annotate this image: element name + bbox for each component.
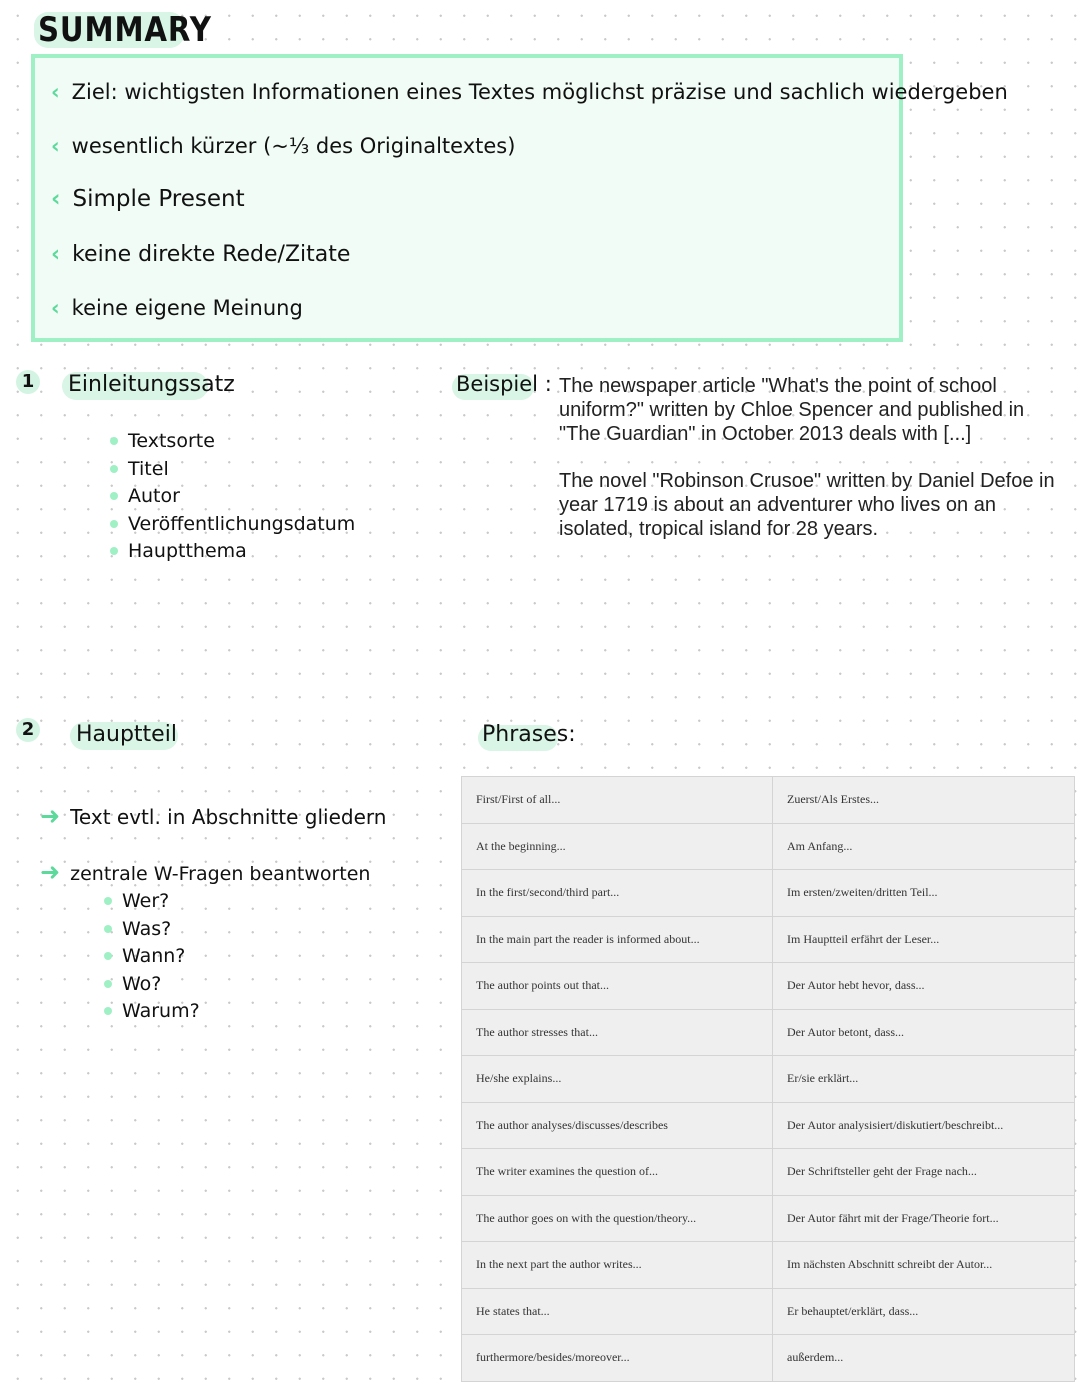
table-cell-en: furthermore/besides/moreover... xyxy=(462,1335,773,1382)
page-title: SUMMARY xyxy=(38,10,212,50)
table-cell-de: Am Anfang... xyxy=(773,823,1075,870)
w-questions-list xyxy=(104,888,200,1026)
list-item: Wo? xyxy=(104,971,200,999)
table-cell-en: In the next part the author writes... xyxy=(462,1242,773,1289)
example-label: Beispiel : xyxy=(456,372,552,396)
table-row xyxy=(462,870,1075,917)
example-1: The newspaper article "What's the point of school uniform?" written by Chloe Spencer and published in "The Guardian" in October 2013 deals with [...] xyxy=(559,375,1025,445)
table-cell-de: Er/sie erklärt... xyxy=(773,1056,1075,1103)
table-cell-en: In the first/second/third part... xyxy=(462,870,773,917)
list-item: Textsorte xyxy=(110,428,355,456)
list-item: Warum? xyxy=(104,998,200,1026)
table-cell-en: At the beginning... xyxy=(462,823,773,870)
arrow-right-icon: ➜ xyxy=(40,858,61,886)
table-cell-de: Der Autor hebt hevor, dass... xyxy=(773,963,1075,1010)
table-cell-en: He/she explains... xyxy=(462,1056,773,1103)
intro-elements-list xyxy=(110,428,355,566)
table-row xyxy=(462,1288,1075,1335)
table-row xyxy=(462,1102,1075,1149)
section2-heading: Hauptteil xyxy=(76,722,177,747)
summary-point: ‹ Simple Present xyxy=(51,186,245,212)
list-item: Veröffentlichungsdatum xyxy=(110,511,355,539)
section1-number: 1 xyxy=(16,370,40,394)
table-cell-de: außerdem... xyxy=(773,1335,1075,1382)
table-row xyxy=(462,1149,1075,1196)
table-cell-en: He states that... xyxy=(462,1288,773,1335)
table-cell-de: Der Schriftsteller geht der Frage nach... xyxy=(773,1149,1075,1196)
table-cell-de: Der Autor betont, dass... xyxy=(773,1009,1075,1056)
table-cell-en: The writer examines the question of... xyxy=(462,1149,773,1196)
table-row xyxy=(462,1056,1075,1103)
list-item: Autor xyxy=(110,483,355,511)
summary-point: ‹ keine direkte Rede/Zitate xyxy=(51,242,351,267)
table-row xyxy=(462,916,1075,963)
list-item: Wer? xyxy=(104,888,200,916)
hauptteil-point-text: zentrale W-Fragen beantworten xyxy=(70,863,371,885)
table-cell-en: The author points out that... xyxy=(462,963,773,1010)
list-item: Hauptthema xyxy=(110,538,355,566)
table-row xyxy=(462,1242,1075,1289)
hauptteil-point xyxy=(40,858,370,886)
summary-point: ‹ Ziel: wichtigsten Informationen eines Textes möglichst präzise und sachlich wiedergeben xyxy=(51,80,1008,104)
list-item: Wann? xyxy=(104,943,200,971)
summary-point-text: Simple Present xyxy=(72,186,245,212)
summary-point-text: keine direkte Rede/Zitate xyxy=(72,242,351,267)
arrow-right-icon: ➜ xyxy=(40,802,61,830)
hauptteil-point-text: Text evtl. in Abschnitte gliedern xyxy=(70,805,387,829)
example-label-text: Beispiel xyxy=(456,372,539,396)
hauptteil-point xyxy=(40,802,386,830)
summary-point-text: Ziel: wichtigsten Informationen eines Textes möglichst präzise und sachlich wiedergeben xyxy=(71,80,1008,104)
list-item: Titel xyxy=(110,456,355,484)
table-row xyxy=(462,1335,1075,1382)
phrases-label: Phrases: xyxy=(482,722,576,747)
table-cell-de: Im nächsten Abschnitt schreibt der Autor... xyxy=(773,1242,1075,1289)
summary-point: ‹ wesentlich kürzer (~⅓ des Originaltextes) xyxy=(51,134,516,158)
table-row xyxy=(462,1009,1075,1056)
table-cell-en: In the main part the reader is informed about... xyxy=(462,916,773,963)
summary-point: ‹ keine eigene Meinung xyxy=(51,296,303,320)
summary-point-text: keine eigene Meinung xyxy=(71,296,303,320)
section2-number: 2 xyxy=(16,718,40,742)
section1-heading: Einleitungssatz xyxy=(68,372,235,397)
example-2: The novel "Robinson Crusoe" written by Daniel Defoe in year 1719 is about an adventurer who lives on an isolated, tropical island for 28 years. xyxy=(559,470,1055,540)
table-row xyxy=(462,823,1075,870)
table-cell-de: Er behauptet/erklärt, dass... xyxy=(773,1288,1075,1335)
phrases-table xyxy=(461,776,1075,1382)
summary-point-text: wesentlich kürzer (~⅓ des Originaltextes) xyxy=(71,134,516,158)
list-item: Was? xyxy=(104,916,200,944)
table-cell-en: First/First of all... xyxy=(462,777,773,824)
table-cell-de: Der Autor analysisiert/diskutiert/beschreibt... xyxy=(773,1102,1075,1149)
table-cell-de: Im ersten/zweiten/dritten Teil... xyxy=(773,870,1075,917)
table-row xyxy=(462,777,1075,824)
table-cell-de: Der Autor fährt mit der Frage/Theorie fort... xyxy=(773,1195,1075,1242)
table-row xyxy=(462,1195,1075,1242)
table-cell-de: Im Hauptteil erfährt der Leser... xyxy=(773,916,1075,963)
table-cell-de: Zuerst/Als Erstes... xyxy=(773,777,1075,824)
table-cell-en: The author goes on with the question/theory... xyxy=(462,1195,773,1242)
table-row xyxy=(462,963,1075,1010)
table-cell-en: The author analyses/discusses/describes xyxy=(462,1102,773,1149)
summary-box xyxy=(31,54,1008,342)
table-cell-en: The author stresses that... xyxy=(462,1009,773,1056)
